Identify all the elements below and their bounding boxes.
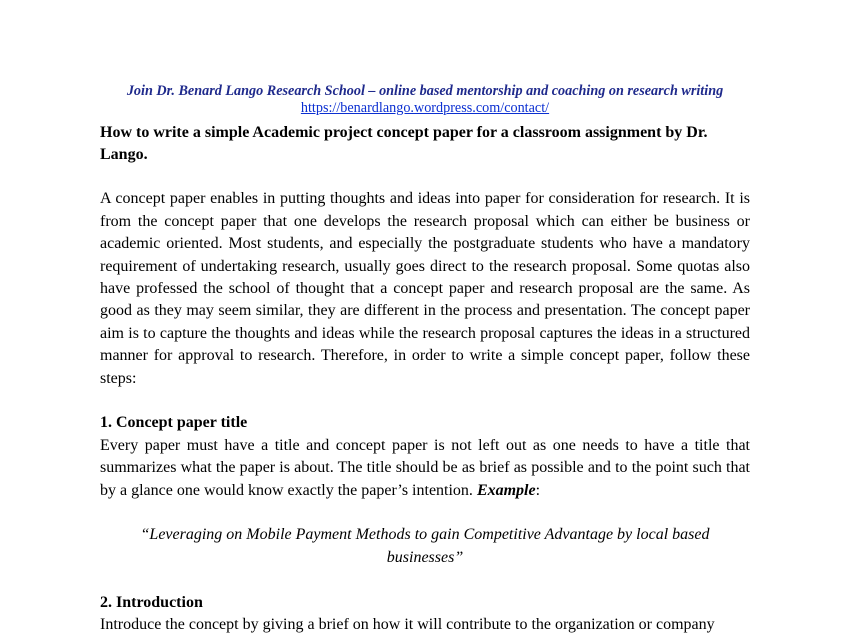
section-body-introduction: Introduce the concept by giving a brief on how it will contribute to the organization or company	[100, 616, 715, 634]
section-body-title-text: Every paper must have a title and concept paper is not left out as one needs to have a title that summarizes what the paper is about. The title should be as brief as possible and to the point such that by a glance one would know exactly the paper’s intention.	[100, 436, 750, 499]
spacer	[100, 390, 750, 412]
section-heading-title: 1. Concept paper title	[100, 414, 248, 432]
document-page	[100, 83, 750, 636]
example-label: Example	[476, 481, 536, 499]
header-banner: Join Dr. Benard Lango Research School – online based mentorship and coaching on research writing	[126, 83, 724, 99]
document-title: How to write a simple Academic project concept paper for a classroom assignment by Dr. Lango.	[100, 124, 708, 163]
section-heading-introduction: 2. Introduction	[100, 593, 203, 611]
section-body-title	[100, 435, 750, 502]
intro-paragraph: A concept paper enables in putting thoughts and ideas into paper for consideration for research. It is from the concept paper that one develops the research proposal which can either be business or academic oriented. Most students, and especially the postgraduate students who have a mandatory requirement of undertaking research, usually goes direct to the research proposal. Some quotas also have professed the school of thought that a concept paper and research proposal are the same. As good as they may seem similar, they are different in the process and presentation. The concept paper aim is to capture the thoughts and ideas while the research proposal captures the ideas in a structured manner for approval to research. Therefore, in order to write a simple concept paper, follow these steps:	[100, 190, 750, 387]
header-link-line	[100, 100, 750, 117]
spacer	[100, 569, 750, 591]
example-colon: :	[535, 481, 541, 499]
example-quote: “Leveraging on Mobile Payment Methods to gain Competitive Advantage by local based businesses”	[140, 526, 710, 566]
spacer	[100, 502, 750, 524]
contact-link[interactable]: https://benardlango.wordpress.com/contact/	[300, 100, 550, 116]
spacer	[100, 166, 750, 188]
